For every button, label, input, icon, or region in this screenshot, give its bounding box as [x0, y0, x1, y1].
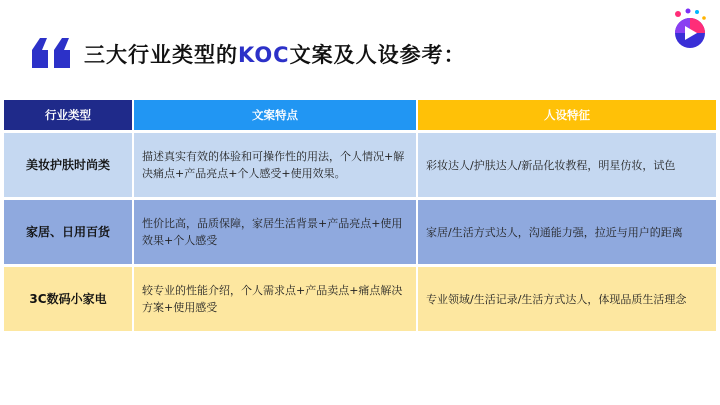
koc-reference-table: [4, 100, 714, 331]
quote-mark-icon: [30, 36, 74, 70]
row-3-persona: 专业领域/生活记录/生活方式达人，体现品质生活理念: [418, 267, 716, 331]
row-1-copy: 描述真实有效的体验和可操作性的用法，个人情况+解决痛点+产品亮点+个人感受+使用效果。: [134, 133, 416, 197]
row-1-category: 美妆护肤时尚类: [4, 133, 132, 197]
title-prefix: 三大行业类型的: [84, 43, 238, 67]
title-highlight: KOC: [238, 43, 290, 67]
page-title: [84, 38, 466, 72]
header-copy-features: 文案特点: [134, 100, 416, 130]
row-3-category: 3C数码小家电: [4, 267, 132, 331]
row-1-persona: 彩妆达人/护肤达人/新品化妆教程，明星仿妆，试色: [418, 133, 716, 197]
row-3-copy: 较专业的性能介绍，个人需求点+产品卖点+痛点解决方案+使用感受: [134, 267, 416, 331]
play-logo-icon: [666, 6, 712, 52]
title-suffix: 文案及人设参考：: [289, 43, 466, 67]
row-2-persona: 家居/生活方式达人，沟通能力强，拉近与用户的距离: [418, 200, 716, 264]
row-2-category: 家居、日用百货: [4, 200, 132, 264]
header-persona-traits: 人设特征: [418, 100, 716, 130]
row-2-copy: 性价比高，品质保障，家居生活背景+产品亮点+使用效果+个人感受: [134, 200, 416, 264]
header-industry-type: 行业类型: [4, 100, 132, 130]
